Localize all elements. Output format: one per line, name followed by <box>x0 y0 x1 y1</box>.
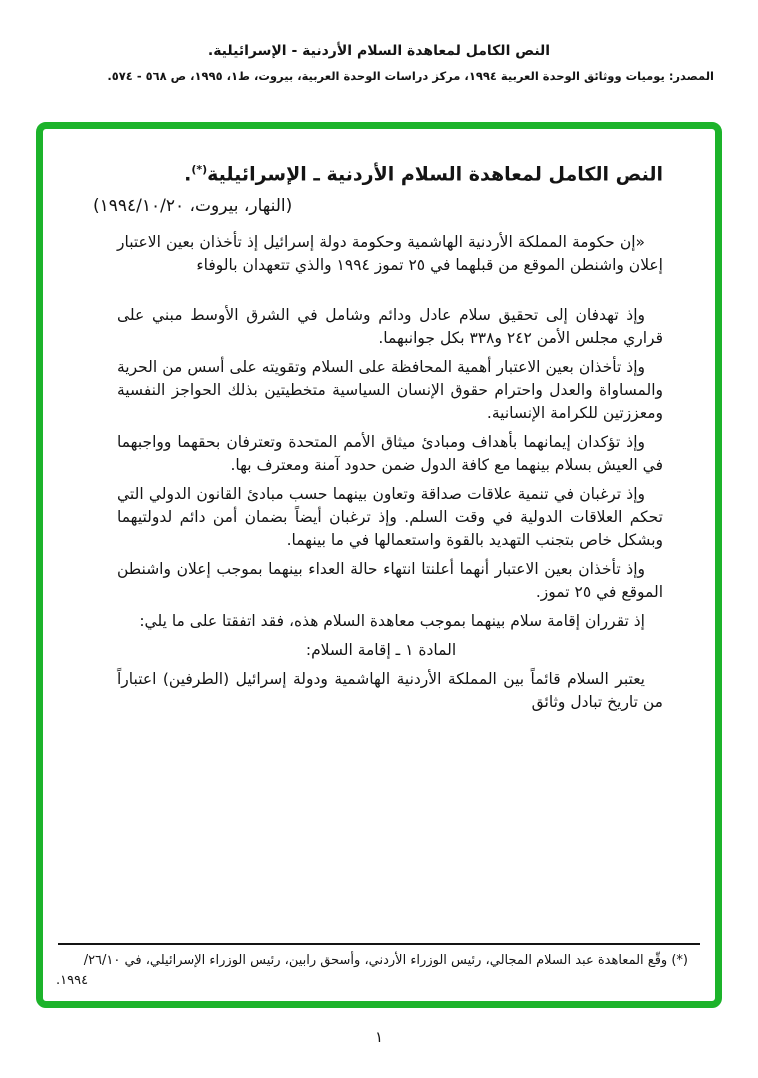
footnote-marker: (*) <box>191 163 208 176</box>
page-number: ١ <box>374 1028 384 1046</box>
green-document-frame <box>36 122 722 1008</box>
footnote-divider <box>58 943 700 945</box>
footnote-text-line2: ١٩٩٤. <box>56 973 89 988</box>
article-1-text: يعتبر السلام قائماً بين المملكة الأردنية الهاشمية ودولة إسرائيل (الطرفين) اعتباراً من تاريخ تبادل وثائق <box>117 670 663 712</box>
treaty-paragraph: وإذ تهدفان إلى تحقيق سلام عادل ودائم وشامل في الشرق الأوسط مبني على قراري مجلس الأمن ٢٤٢ و٣٣٨ بكل جوانبهما. <box>117 306 663 348</box>
treaty-paragraph: وإذ تأخذان بعين الاعتبار أنهما أعلنتا انتهاء حالة العداء بينهما بموجب إعلان واشنطن الموقع في ٢٥ تموز. <box>117 560 663 602</box>
treaty-paragraph: «إن حكومة المملكة الأردنية الهاشمية وحكومة دولة إسرائيل إذ تأخذان بعين الاعتبار إعلان واشنطن الموقع من قبلهما في ٢٥ تموز ١٩٩٤ والذي تتعهدان بالوفاء <box>117 233 663 275</box>
source-citation-line: المصدر: يوميات ووثائق الوحدة العربية ١٩٩٤، مركز دراسات الوحدة العربية، بيروت، ط١، ١٩٩٥، ص ٥٦٨ - ٥٧٤. <box>107 69 714 83</box>
page-header-title: النص الكامل لمعاهدة السلام الأردنية - الإسرائيلية. <box>207 43 551 59</box>
treaty-paragraph: وإذ ترغبان في تنمية علاقات صداقة وتعاون بينهما حسب مبادئ القانون الدولي التي تحكم العلاقات الدولية في وقت السلم. وإذ ترغبان أيضاً بضمان أمن دائم لدولتيهما وبشكل خاص بتجنب التهديد بالقوة واستعمالها في ما بينهما. <box>117 485 663 550</box>
treaty-paragraph: وإذ تأخذان بعين الاعتبار أهمية المحافظة على السلام وتقويته على أسس من الحرية والمساواة والعدل واحترام حقوق الإنسان السياسية متخطيتين بذلك الحواجز النفسية ومعززتين للكرامة الإنسانية. <box>117 358 663 423</box>
article-1-heading: المادة ١ ـ إقامة السلام: <box>305 641 457 660</box>
treaty-paragraph: وإذ تؤكدان إيمانهما بأهداف ومبادئ ميثاق الأمم المتحدة وتعترفان بحقهما وواجبهما في العيش بسلام بينهما مع كافة الدول ضمن حدود آمنة ومعترف بها. <box>117 433 663 475</box>
document-subtitle: (النهار، بيروت، ١٩٩٤/١٠/٢٠) <box>93 196 293 217</box>
footnote-block <box>56 943 702 991</box>
document-title <box>83 157 663 187</box>
document-title-text: النص الكامل لمعاهدة السلام الأردنية ـ الإسرائيلية <box>207 163 663 186</box>
treaty-paragraph: إذ تقرران إقامة سلام بينهما بموجب معاهدة السلام هذه، فقد اتفقتا على ما يلي: <box>139 612 645 631</box>
footnote-text-line1: (*) وقّع المعاهدة عبد السلام المجالي، رئيس الوزراء الأردني، وأسحق رابين، رئيس الوزراء الإسرائيلي، في ٢٦/١٠/ <box>83 953 688 968</box>
treaty-body <box>117 231 663 714</box>
page-header <box>0 0 758 84</box>
document-title-period: . <box>184 163 192 186</box>
